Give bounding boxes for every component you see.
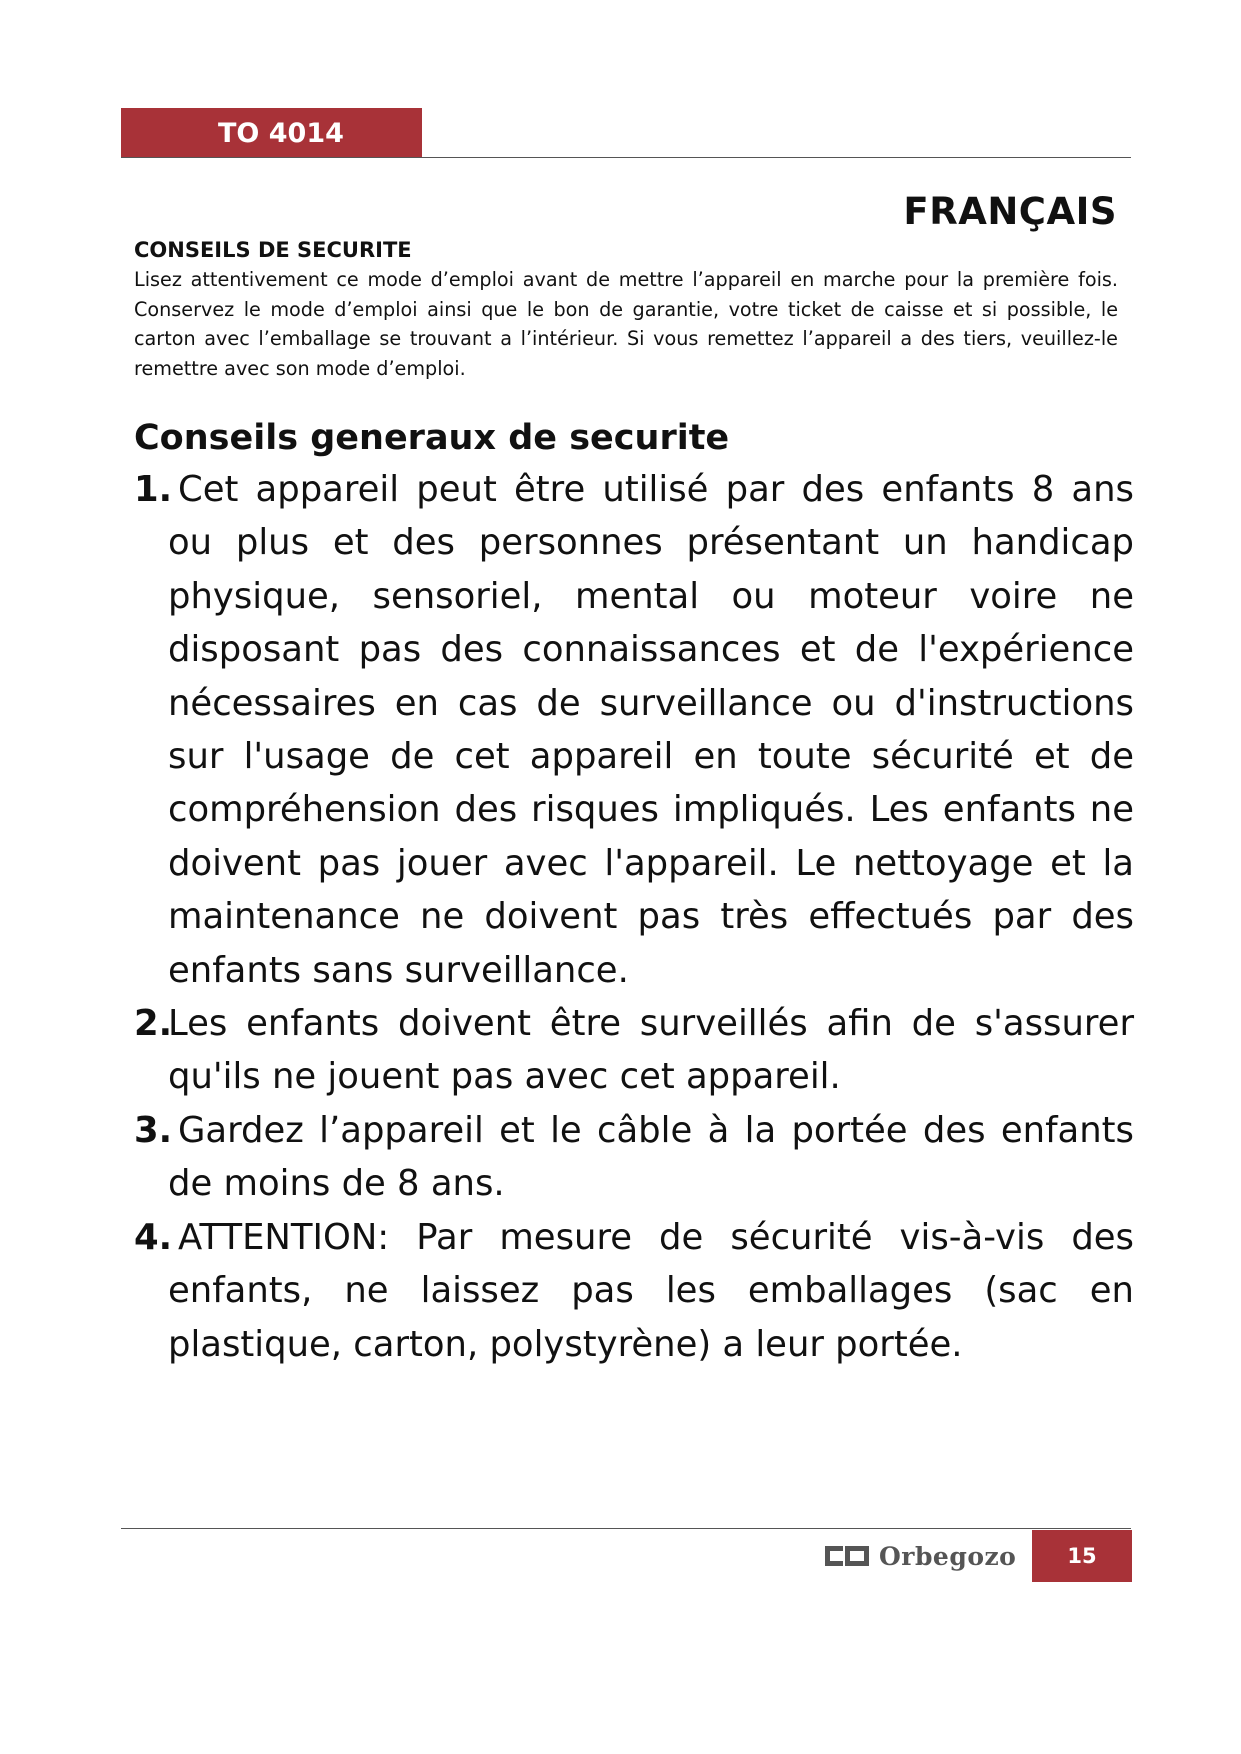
header-divider xyxy=(121,157,1131,158)
safety-intro: Lisez attentivement ce mode d’emploi avant de mettre l’appareil en marche pour la première fois. Conservez le mode d’emploi ainsi que le bon de garantie, votre ticket de caisse et si possible, le carton avec l’emballage se trouvant a l’intérieur. Si vous remettez l’appareil a des tiers, veuillez-le remettre avec son mode d’emploi. xyxy=(134,268,1118,380)
page-number: 15 xyxy=(1067,1544,1097,1568)
item-number: 3. xyxy=(134,1109,173,1151)
list-item xyxy=(134,997,1134,1104)
model-tab xyxy=(121,108,422,158)
item-text: ATTENTION: Par mesure de sécurité vis-à-vis des enfants, ne laissez pas les emballages (sac en plastique, carton, polystyrène) a leur portée. xyxy=(168,1216,1134,1365)
item-number: 2. xyxy=(134,1003,173,1045)
general-safety-heading: Conseils generaux de securite xyxy=(134,418,730,458)
page-number-badge xyxy=(1032,1530,1132,1582)
list-item xyxy=(134,1211,1134,1371)
list-item xyxy=(134,463,1134,997)
safety-heading: CONSEILS DE SECURITE xyxy=(134,238,412,262)
brand-mark-icon xyxy=(825,1544,869,1568)
list-item xyxy=(134,1104,1134,1211)
item-number: 4. xyxy=(134,1216,173,1258)
brand-name: Orbegozo xyxy=(879,1541,1017,1571)
item-text: Cet appareil peut être utilisé par des enfants 8 ans ou plus et des personnes présentant un handicap physique, sensoriel, mental ou moteur voire ne disposant pas des connaissances et de l'expérience nécessaires en cas de surveillance ou d'instructions sur l'usage de cet appareil en toute sécurité et de compréhension des risques impliqués. Les enfants ne doivent pas jouer avec l'appareil. Le nettoyage et la maintenance ne doivent pas très effectués par des enfants sans surveillance. xyxy=(168,469,1134,991)
item-text: Gardez l’appareil et le câble à la portée des enfants de moins de 8 ans. xyxy=(168,1109,1134,1205)
item-number: 1. xyxy=(134,469,173,510)
safety-list xyxy=(134,463,1134,1371)
item-text: Les enfants doivent être surveillés afin de s'assurer qu'ils ne jouent pas avec cet appareil. xyxy=(168,1003,1134,1098)
footer-divider xyxy=(121,1528,1131,1529)
model-number: TO 4014 xyxy=(218,117,344,149)
brand-logo xyxy=(825,1534,1016,1578)
safety-section xyxy=(134,238,1118,383)
language-title: FRANÇAIS xyxy=(903,190,1117,233)
general-safety-section xyxy=(134,413,1134,1371)
